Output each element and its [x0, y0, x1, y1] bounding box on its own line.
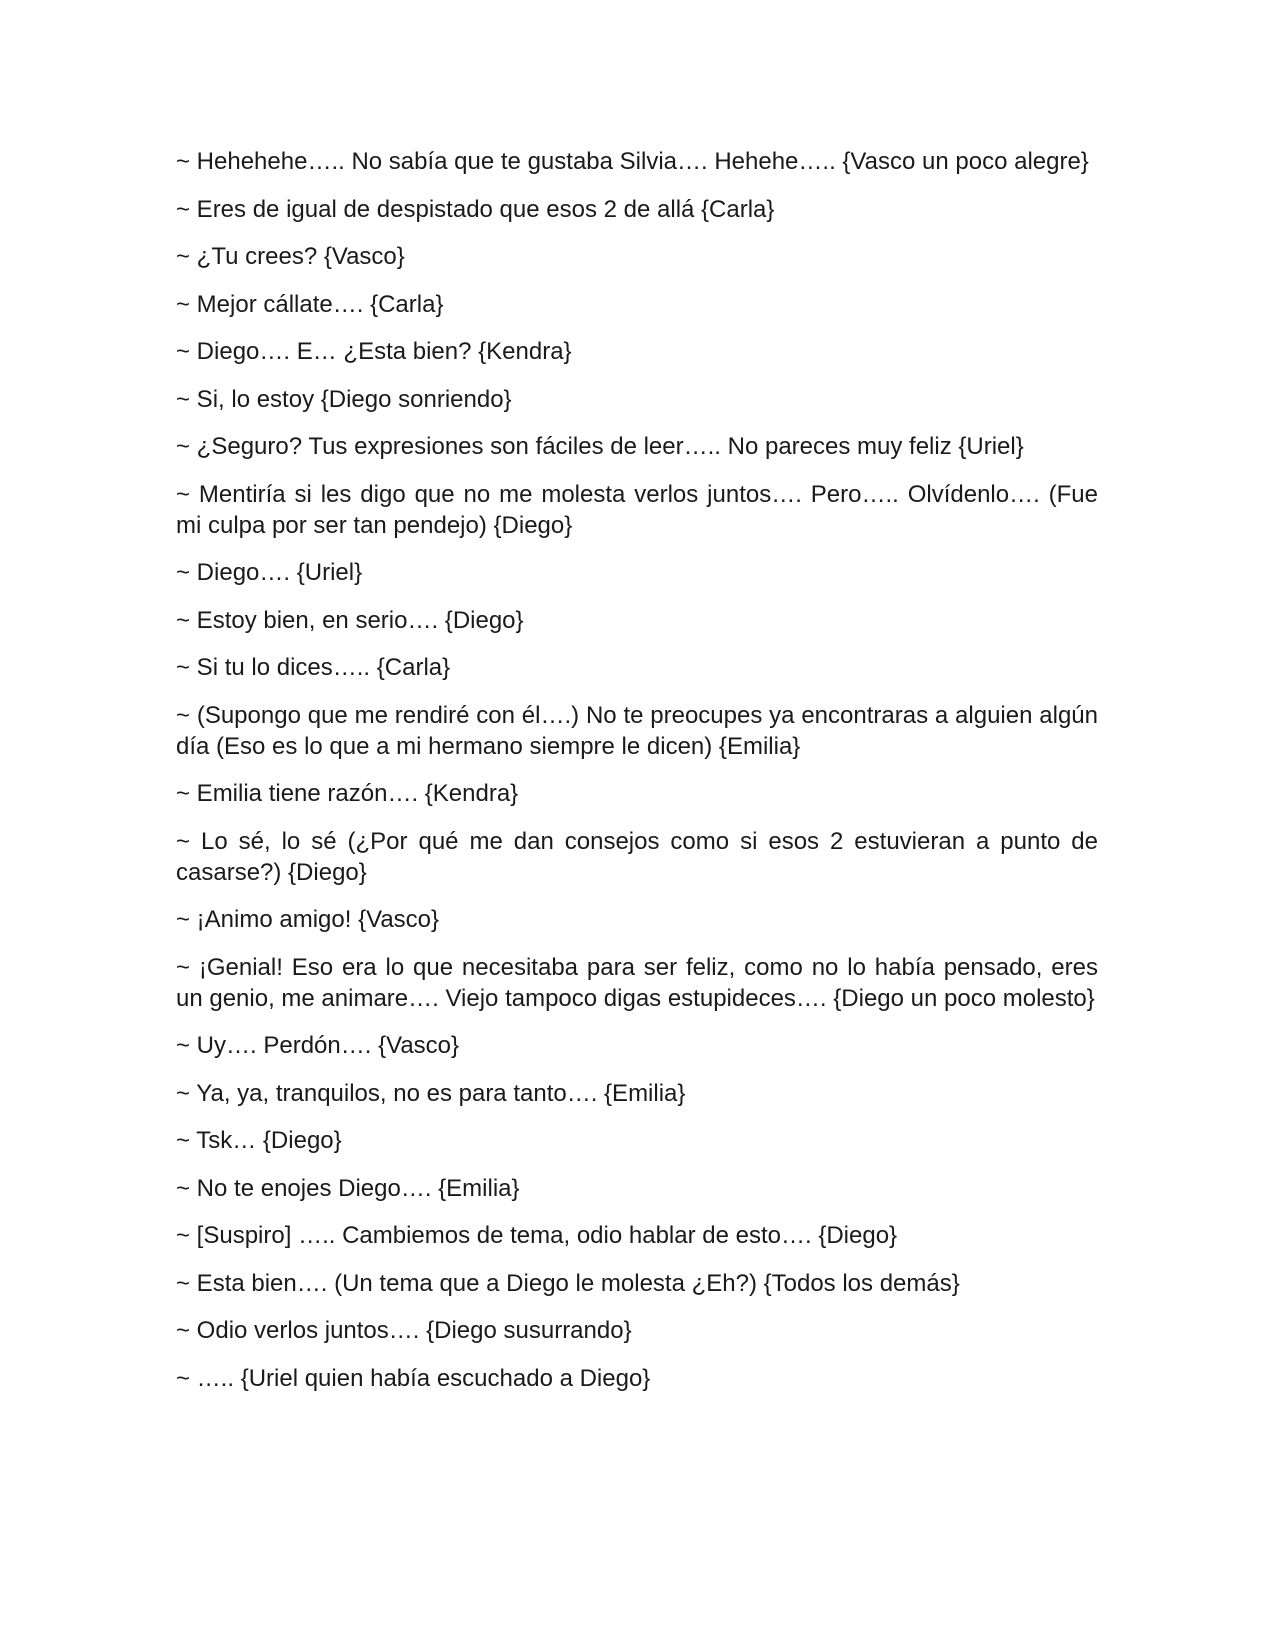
dialogue-line: ~ Hehehehe….. No sabía que te gustaba Silvia…. Hehehe….. {Vasco un poco alegre}	[176, 148, 1089, 175]
dialogue-line: ~ ¡Genial! Eso era lo que necesitaba para ser feliz, como no lo había pensado, eres un genio, me animare…. Viejo tampoco digas estupideces…. {Diego un poco molesto}	[176, 953, 1098, 1012]
dialogue-line: ~ ¿Tu crees? {Vasco}	[176, 243, 405, 270]
dialogue-line: ~ Tsk… {Diego}	[176, 1127, 342, 1154]
dialogue-line: ~ ….. {Uriel quien había escuchado a Diego}	[176, 1364, 651, 1392]
dialogue-line: ~ Mejor cállate…. {Carla}	[176, 290, 444, 318]
dialogue-line: ~ Estoy bien, en serio…. {Diego}	[176, 606, 524, 634]
dialogue-line: ~ Diego…. {Uriel}	[176, 559, 363, 586]
dialogue-line: ~ Odio verlos juntos…. {Diego susurrando}	[176, 1317, 632, 1344]
dialogue-line: ~ ¿Seguro? Tus expresiones son fáciles de leer….. No pareces muy feliz {Uriel}	[176, 433, 1024, 460]
dialogue-line: ~ Emilia tiene razón…. {Kendra}	[176, 780, 519, 807]
dialogue-line: ~ Uy…. Perdón…. {Vasco}	[176, 1032, 460, 1059]
dialogue-text	[176, 146, 1098, 1410]
dialogue-line: ~ Lo sé, lo sé (¿Por qué me dan consejos como si esos 2 estuvieran a punto de casarse?) {Diego}	[176, 827, 1098, 886]
dialogue-line: ~ Esta bien…. (Un tema que a Diego le molesta ¿Eh?) {Todos los demás}	[176, 1269, 960, 1297]
dialogue-line: ~ Eres de igual de despistado que esos 2 de allá {Carla}	[176, 195, 775, 223]
dialogue-line: ~ Ya, ya, tranquilos, no es para tanto…. {Emilia}	[176, 1079, 686, 1107]
dialogue-line: ~ Si tu lo dices….. {Carla}	[176, 654, 451, 681]
dialogue-line: ~ (Supongo que me rendiré con él….) No te preocupes ya encontraras a alguien algún día (Eso es lo que a mi hermano siempre le dicen) {Emilia}	[176, 701, 1098, 760]
dialogue-line: ~ No te enojes Diego…. {Emilia}	[176, 1174, 520, 1202]
dialogue-line: ~ Diego…. E… ¿Esta bien? {Kendra}	[176, 338, 572, 365]
dialogue-line: ~ Mentiría si les digo que no me molesta verlos juntos…. Pero….. Olvídenlo…. (Fue mi culpa por ser tan pendejo) {Diego}	[176, 480, 1098, 539]
dialogue-line: ~ ¡Animo amigo! {Vasco}	[176, 906, 440, 933]
dialogue-line: ~ [Suspiro] ….. Cambiemos de tema, odio hablar de esto…. {Diego}	[176, 1222, 898, 1249]
dialogue-line: ~ Si, lo estoy {Diego sonriendo}	[176, 385, 512, 413]
